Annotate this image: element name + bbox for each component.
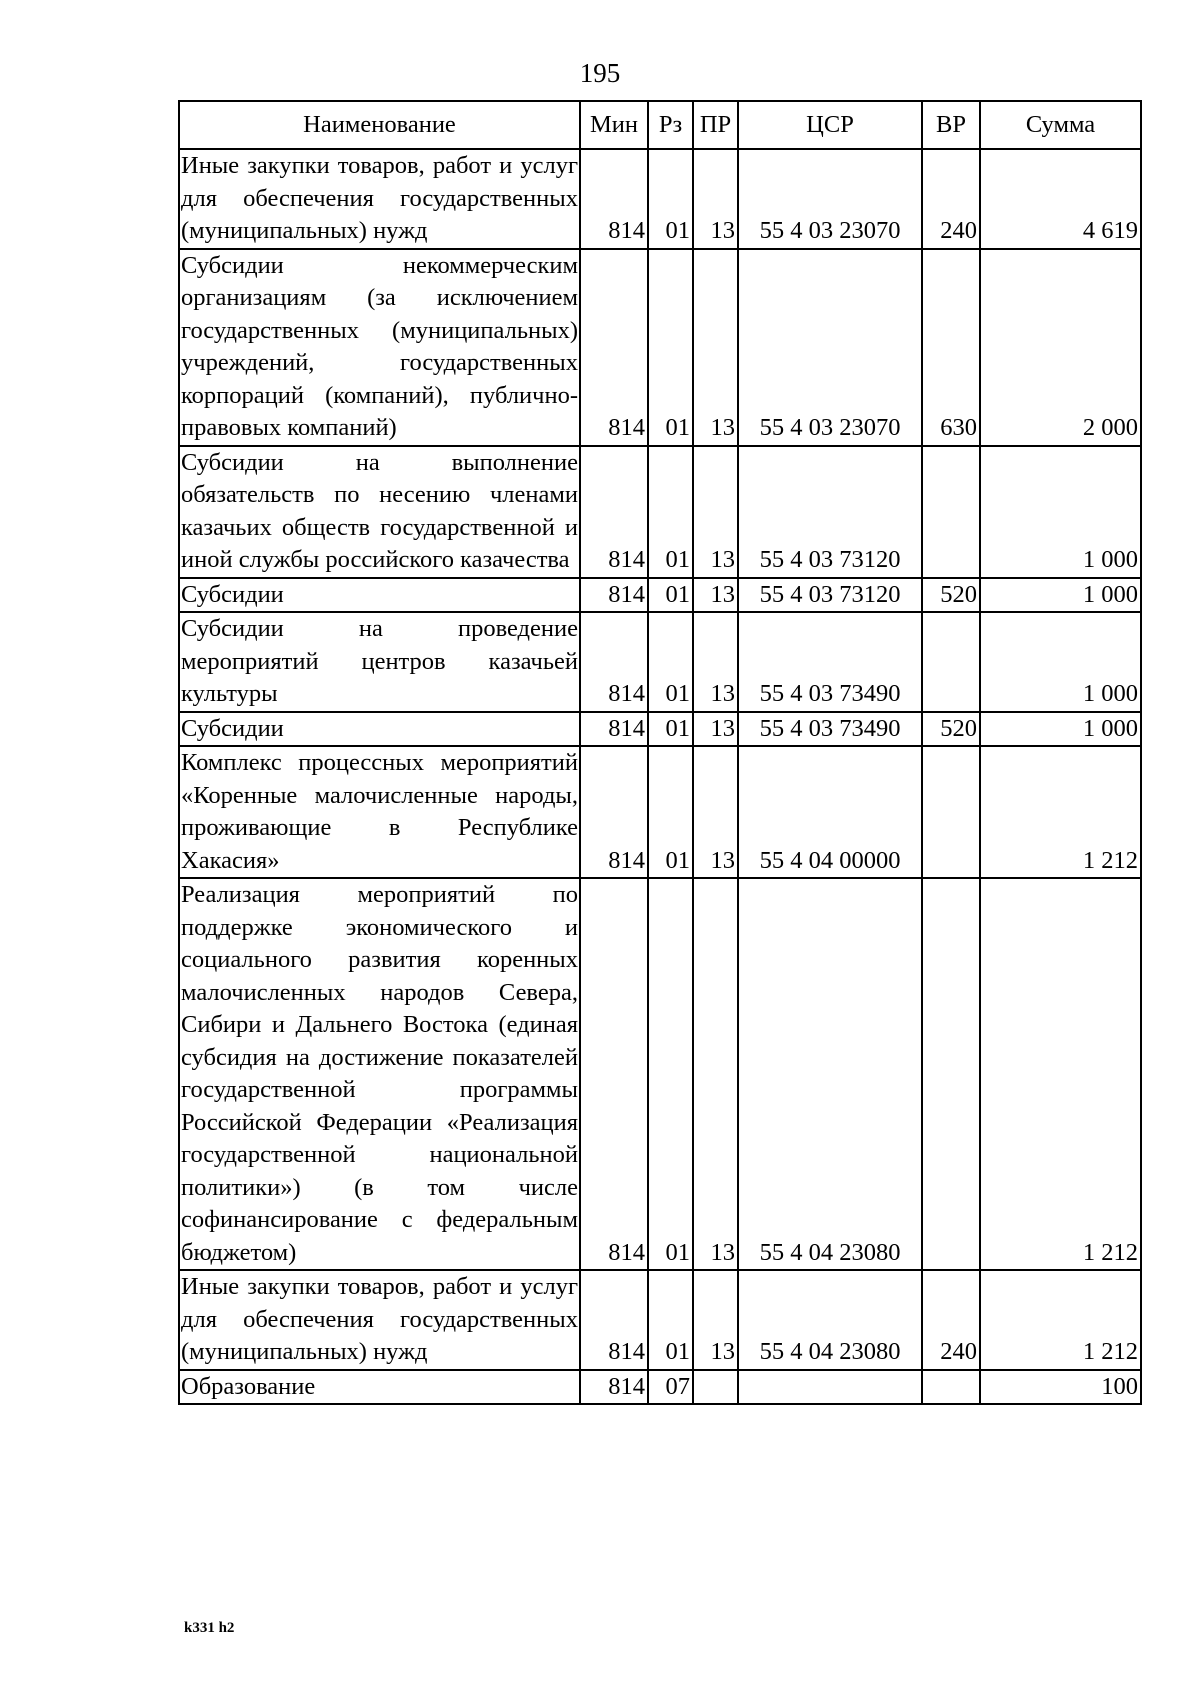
cell-pr <box>693 1370 738 1405</box>
table-row <box>179 1270 1141 1370</box>
cell-vr <box>922 446 980 578</box>
cell-name: Субсидии на выполнение обязательств по несению членами казачьих обществ государственной и иной службы российского казачества <box>179 446 580 578</box>
cell-name: Иные закупки товаров, работ и услуг для обеспечения государственных (муниципальных) нужд <box>179 149 580 249</box>
table-row <box>179 878 1141 1270</box>
cell-sum: 4 619 <box>980 149 1141 249</box>
cell-sum: 1 212 <box>980 878 1141 1270</box>
page-number: 195 <box>579 58 621 88</box>
cell-min: 814 <box>580 612 648 712</box>
cell-vr: 240 <box>922 149 980 249</box>
cell-csr: 55 4 03 73490 <box>738 712 922 747</box>
cell-vr <box>922 878 980 1270</box>
cell-pr: 13 <box>693 1270 738 1370</box>
cell-rz: 01 <box>648 878 693 1270</box>
header-pr: ПР <box>693 101 738 149</box>
cell-rz: 01 <box>648 446 693 578</box>
cell-pr: 13 <box>693 712 738 747</box>
cell-name: Субсидии на проведение мероприятий центров казачьей культуры <box>179 612 580 712</box>
budget-table <box>178 100 1142 1405</box>
cell-vr: 520 <box>922 712 980 747</box>
table-row <box>179 578 1141 613</box>
header-vr: ВР <box>922 101 980 149</box>
table-header-row <box>179 101 1141 149</box>
cell-min: 814 <box>580 446 648 578</box>
table-row <box>179 746 1141 878</box>
cell-name: Субсидии <box>179 578 580 613</box>
cell-vr <box>922 612 980 712</box>
header-csr: ЦСР <box>738 101 922 149</box>
cell-pr: 13 <box>693 446 738 578</box>
cell-pr: 13 <box>693 249 738 446</box>
cell-sum: 1 212 <box>980 746 1141 878</box>
cell-rz: 07 <box>648 1370 693 1405</box>
header-name: Наименование <box>179 101 580 149</box>
cell-min: 814 <box>580 712 648 747</box>
cell-min: 814 <box>580 746 648 878</box>
cell-csr: 55 4 04 23080 <box>738 1270 922 1370</box>
table-row <box>179 1370 1141 1405</box>
cell-rz: 01 <box>648 712 693 747</box>
cell-rz: 01 <box>648 612 693 712</box>
table-body <box>179 149 1141 1404</box>
cell-csr: 55 4 03 73120 <box>738 578 922 613</box>
cell-sum: 1 000 <box>980 712 1141 747</box>
cell-sum: 100 <box>980 1370 1141 1405</box>
cell-sum: 1 000 <box>980 446 1141 578</box>
cell-rz: 01 <box>648 149 693 249</box>
header-min: Мин <box>580 101 648 149</box>
header-sum: Сумма <box>980 101 1141 149</box>
header-rz: Рз <box>648 101 693 149</box>
cell-csr: 55 4 04 23080 <box>738 878 922 1270</box>
cell-min: 814 <box>580 249 648 446</box>
cell-name: Субсидии некоммерческим организациям (за исключением государственных (муниципальных) учреждений, государственных корпораций (компаний), публично-правовых компаний) <box>179 249 580 446</box>
table-row <box>179 712 1141 747</box>
cell-csr: 55 4 03 73490 <box>738 612 922 712</box>
cell-sum: 1 000 <box>980 578 1141 613</box>
cell-csr: 55 4 03 23070 <box>738 249 922 446</box>
cell-min: 814 <box>580 1370 648 1405</box>
cell-name: Реализация мероприятий по поддержке экономического и социального развития коренных малочисленных народов Севера, Сибири и Дальнего Востока (единая субсидия на достижение показателей государственной программы Российской Федерации «Реализация государственной национальной политики») (в том числе софинансирование с федеральным бюджетом) <box>179 878 580 1270</box>
cell-sum: 1 212 <box>980 1270 1141 1370</box>
cell-csr: 55 4 04 00000 <box>738 746 922 878</box>
cell-name: Субсидии <box>179 712 580 747</box>
cell-pr: 13 <box>693 578 738 613</box>
cell-pr: 13 <box>693 746 738 878</box>
cell-name: Образование <box>179 1370 580 1405</box>
cell-vr: 240 <box>922 1270 980 1370</box>
table-row <box>179 446 1141 578</box>
cell-pr: 13 <box>693 612 738 712</box>
cell-vr: 630 <box>922 249 980 446</box>
cell-vr: 520 <box>922 578 980 613</box>
table-row <box>179 149 1141 249</box>
cell-sum: 1 000 <box>980 612 1141 712</box>
cell-rz: 01 <box>648 249 693 446</box>
footer-code: k331 h2 <box>184 1620 235 1636</box>
cell-name: Иные закупки товаров, работ и услуг для обеспечения государственных (муниципальных) нужд <box>179 1270 580 1370</box>
cell-rz: 01 <box>648 1270 693 1370</box>
cell-rz: 01 <box>648 578 693 613</box>
cell-csr: 55 4 03 73120 <box>738 446 922 578</box>
cell-sum: 2 000 <box>980 249 1141 446</box>
cell-pr: 13 <box>693 878 738 1270</box>
cell-rz: 01 <box>648 746 693 878</box>
cell-min: 814 <box>580 1270 648 1370</box>
cell-csr: 55 4 03 23070 <box>738 149 922 249</box>
table-row <box>179 612 1141 712</box>
cell-name: Комплекс процессных мероприятий «Коренные малочисленные народы, проживающие в Республике Хакасия» <box>179 746 580 878</box>
cell-csr <box>738 1370 922 1405</box>
cell-vr <box>922 746 980 878</box>
cell-pr: 13 <box>693 149 738 249</box>
table-row <box>179 249 1141 446</box>
cell-min: 814 <box>580 149 648 249</box>
cell-min: 814 <box>580 878 648 1270</box>
cell-min: 814 <box>580 578 648 613</box>
cell-vr <box>922 1370 980 1405</box>
